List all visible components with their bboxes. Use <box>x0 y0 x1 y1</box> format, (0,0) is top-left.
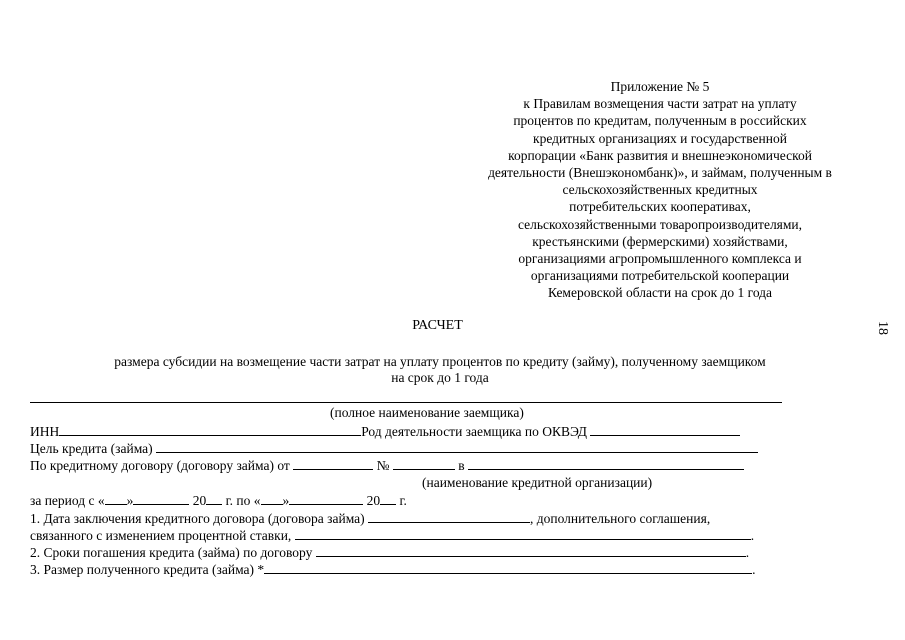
period-end-day-field[interactable] <box>261 492 283 505</box>
appendix-line: Кемеровской области на срок до 1 года <box>547 285 773 301</box>
period-close-quote: » <box>126 493 134 508</box>
item-1-dot: . <box>750 528 755 543</box>
appendix-line: потребительских кооперативах, <box>569 199 751 215</box>
document-subtitle <box>60 354 820 386</box>
period-label: за период с « <box>30 493 105 508</box>
period-start-year-field[interactable] <box>206 492 222 505</box>
appendix-line: Приложение № 5 <box>610 79 710 94</box>
purpose-field[interactable] <box>156 440 758 453</box>
period-year-prefix: 20 <box>192 493 207 508</box>
appendix-line: сельскохозяйственных кредитных <box>562 182 758 198</box>
appendix-line: организациями агропромышленного комплекса и <box>518 251 802 267</box>
contract-row <box>30 457 744 474</box>
document-title: РАСЧЕТ <box>412 318 463 333</box>
subtitle-line-1: размера субсидии на возмещение части затрат на уплату процентов по кредиту (займу), полученному заемщиком <box>114 354 766 369</box>
borrower-name-field[interactable] <box>30 402 782 403</box>
inn-label: ИНН <box>30 424 60 439</box>
number-label: № <box>376 458 390 473</box>
okved-field[interactable] <box>590 423 740 436</box>
inn-field[interactable] <box>59 423 361 436</box>
loan-amount-field[interactable] <box>264 561 752 574</box>
supplementary-agreement-field[interactable] <box>295 527 751 540</box>
appendix-line: организациями потребительской кооперации <box>530 268 790 284</box>
in-label: в <box>458 458 465 473</box>
contract-label: По кредитному договору (договору займа) от <box>30 458 290 473</box>
item-1-row <box>30 510 710 527</box>
contract-number-field[interactable] <box>393 457 455 470</box>
borrower-name-caption: (полное наименование заемщика) <box>330 405 524 420</box>
bank-name-caption: (наименование кредитной организации) <box>422 475 653 490</box>
item-3-dot: . <box>752 562 756 577</box>
contract-conclusion-date-field[interactable] <box>368 510 530 523</box>
item-3-label: 3. Размер полученного кредита (займа) * <box>30 562 265 577</box>
purpose-row <box>30 440 758 457</box>
item-1-continuation: связанного с изменением процентной ставки, <box>30 528 292 543</box>
item-1-continuation-row <box>30 527 754 544</box>
appendix-line: корпорации «Банк развития и внешнеэкономической <box>508 147 812 163</box>
period-to-label: г. по « <box>222 493 261 508</box>
item-2-dot: . <box>745 545 750 560</box>
bank-name-field[interactable] <box>468 457 744 470</box>
repayment-terms-field[interactable] <box>316 544 746 557</box>
subtitle-line-2: на срок до 1 года <box>391 370 489 385</box>
appendix-line: сельскохозяйственными товаропроизводителями, <box>517 216 803 232</box>
period-start-month-field[interactable] <box>133 492 189 505</box>
appendix-line: процентов по кредитам, полученным в российских <box>513 113 807 129</box>
appendix-header <box>455 78 865 302</box>
period-start-day-field[interactable] <box>105 492 127 505</box>
period-end-label: г. <box>396 493 407 508</box>
contract-date-field[interactable] <box>293 457 373 470</box>
period-year-prefix-2: 20 <box>366 493 381 508</box>
appendix-line: к Правилам возмещения части затрат на уплату <box>523 96 797 112</box>
inn-row <box>30 423 740 440</box>
okved-label: Род деятельности заемщика по ОКВЭД <box>361 424 587 439</box>
period-end-year-field[interactable] <box>380 492 396 505</box>
item-3-row <box>30 561 756 578</box>
item-2-row <box>30 544 749 561</box>
appendix-line: деятельности (Внешэкономбанк)», и займам, полученным в <box>488 165 832 181</box>
item-1-label: 1. Дата заключения кредитного договора (договора займа) <box>30 511 365 526</box>
item-1-suffix: , дополнительного соглашения, <box>530 511 711 526</box>
appendix-line: кредитных организациях и государственной <box>533 130 787 146</box>
appendix-line: крестьянскими (фермерскими) хозяйствами, <box>532 233 788 249</box>
period-row <box>30 492 407 509</box>
purpose-label: Цель кредита (займа) <box>30 441 153 456</box>
period-close-quote-2: » <box>282 493 290 508</box>
item-2-label: 2. Сроки погашения кредита (займа) по договору <box>30 545 313 560</box>
page-number: 18 <box>875 321 890 335</box>
period-end-month-field[interactable] <box>289 492 363 505</box>
